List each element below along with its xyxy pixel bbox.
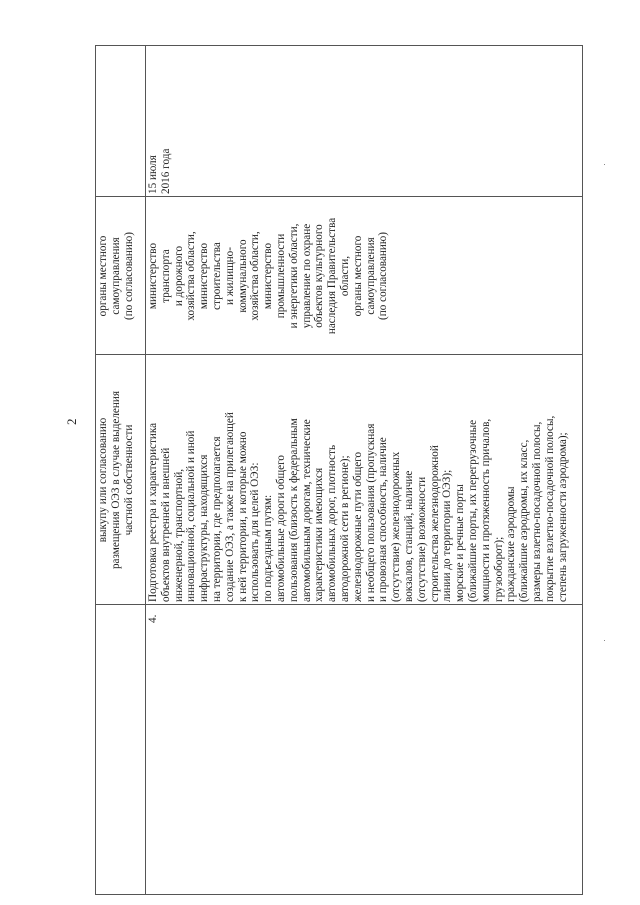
text-line: размеры взлетно-посадочной полосы, (530, 421, 543, 602)
responsible-text (97, 197, 135, 355)
text-line: органы местного (97, 235, 109, 317)
text-line: и необщего пользования (пропускная (364, 423, 377, 602)
number-cell (145, 605, 583, 895)
table-row (95, 45, 145, 895)
text-line: 15 июля (147, 155, 159, 194)
text-line: и жилищно- (223, 247, 236, 305)
responsible-cell (145, 197, 583, 355)
text-line: самоуправления (109, 237, 122, 315)
text-line: частной собственности (122, 424, 135, 536)
text-line: объектов внутренней и внешней (159, 447, 172, 602)
text-line: органы местного (351, 235, 364, 317)
text-line: и провозная способность, наличие (377, 437, 390, 602)
description-cell (95, 355, 145, 605)
text-line: хозяйства области, (249, 231, 262, 321)
text-line: хозяйства области, (185, 231, 198, 321)
table-border-left (95, 894, 583, 895)
description-text (97, 355, 135, 605)
text-line: области, (338, 255, 351, 297)
text-line: строительства (210, 242, 223, 310)
text-line: наследия Правительства (326, 217, 339, 335)
text-line: министерство (198, 242, 211, 310)
text-line: и дорожного (172, 245, 185, 307)
description-text (147, 355, 569, 602)
text-line: объектов культурного (313, 224, 326, 328)
measures-table (95, 45, 583, 895)
text-line: (по согласованию) (377, 232, 390, 320)
table-row (145, 45, 583, 895)
table-border-top (95, 45, 96, 895)
text-line: и энергетики области, (287, 223, 300, 329)
text-line: автомобильным дорогам, технические (300, 419, 313, 602)
table-border-right (95, 45, 583, 46)
text-line: линии до территории ОЭЗ); (441, 469, 454, 602)
text-line: мощности и протяженность причалов, (479, 418, 492, 602)
text-line: министерство (262, 242, 275, 310)
text-line: промышленности (274, 233, 287, 319)
text-line: Подготовка реестра и характеристика (147, 422, 159, 602)
text-line: на территории, где предполагается (210, 436, 223, 602)
responsible-cell (95, 197, 145, 355)
text-line: транспорта (159, 249, 172, 303)
column-divider (95, 354, 583, 355)
column-divider (95, 196, 583, 197)
responsible-text (147, 197, 390, 355)
text-line: морские и речные порты (454, 484, 467, 602)
table-row-divider (145, 45, 146, 895)
text-line: коммунального (236, 239, 249, 313)
page-number: 2 (64, 418, 79, 425)
text-line: (отсутствие) возможности (415, 476, 428, 602)
text-line: вокзалов, станций, наличие (402, 470, 415, 602)
text-line: степень загруженности аэродрома); (556, 432, 569, 602)
text-line: характеристики имеющихся (313, 467, 326, 602)
text-line: инновационной, социальной и иной (185, 430, 198, 602)
description-cell (145, 355, 583, 605)
text-line: (ближайшие порты, их перегрузочные (466, 419, 479, 602)
text-line: выкупу или согласованию (97, 417, 109, 543)
text-line: железнодорожные пути общего (351, 451, 364, 602)
text-line: (отсутствие) железнодорожных (390, 451, 403, 602)
text-line: самоуправления (364, 237, 377, 315)
text-line: использовать для целей ОЭЗ: (249, 462, 262, 602)
text-line: автодорожной сети в регионе); (338, 455, 351, 602)
text-line: инженерной, транспортной, (172, 468, 185, 602)
row-number: 4. (147, 614, 159, 623)
text-line: автомобильные дороги общего (274, 454, 287, 602)
text-line: (ближайшие аэродромы, их класс, (518, 439, 531, 602)
text-line: управление по охране (300, 223, 313, 329)
text-line: грузооборот); (492, 536, 505, 602)
scan-speck (604, 164, 605, 165)
text-line: (по согласованию) (122, 232, 135, 320)
text-line: создание ОЭЗ, а также на прилегающей (223, 412, 236, 602)
text-line: строительства железнодорожной (428, 445, 441, 602)
deadline-cell (145, 45, 583, 197)
scan-speck (604, 640, 605, 641)
text-line: инфраструктуры, находящихся (198, 454, 211, 602)
text-line: министерство (147, 242, 159, 310)
column-divider (95, 604, 583, 605)
text-line: автомобильных дорог, плотность (326, 444, 339, 602)
table-border-bottom (582, 45, 583, 895)
deadline-text (147, 45, 173, 194)
text-line: по подъездным путям: (262, 494, 275, 602)
text-line: размещения ОЭЗ в случае выделения (109, 390, 122, 570)
text-line: гражданские аэродромы (505, 486, 518, 602)
text-line: к ней территории, и которые можно (236, 431, 249, 602)
text-line: покрытие взлетно-посадочной полосы, (543, 415, 556, 602)
text-line: 2016 года (159, 148, 172, 194)
text-line: пользования (близость к федеральным (287, 418, 300, 602)
